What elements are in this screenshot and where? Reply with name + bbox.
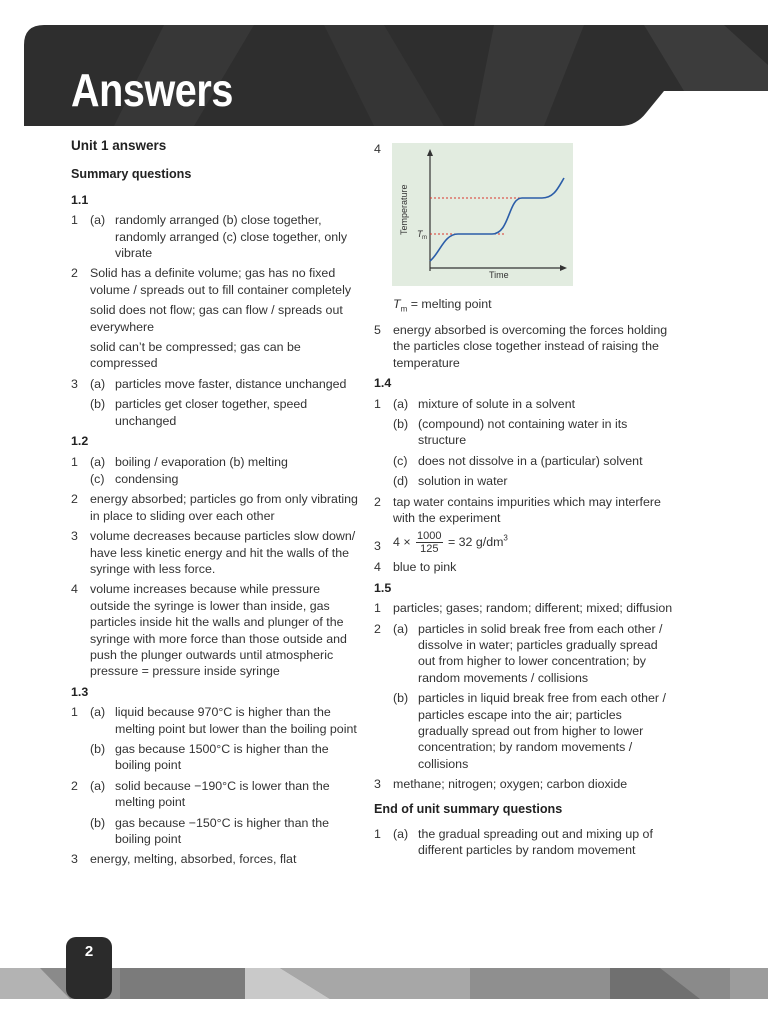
question-1-4-4 (374, 559, 674, 575)
section-heading-1-2: 1.2 (71, 434, 89, 449)
page-number-badge (66, 937, 112, 999)
answer-text: does not dissolve in a (particular) solvent (418, 453, 643, 468)
question-number: 1 (374, 827, 381, 842)
sub-answer (393, 473, 674, 489)
answer-text: energy absorbed is overcoming the forces holding the particles close together instead of raising the temperature (393, 322, 668, 370)
question-1-3-2 (71, 778, 361, 848)
question-number: 3 (71, 529, 78, 544)
answer-text: particles get closer together, speed unchanged (115, 397, 308, 428)
sub-answer (90, 471, 361, 487)
sub-answer (90, 212, 361, 261)
footer-band (0, 968, 768, 999)
sub-answer (90, 704, 361, 737)
sub-answer (393, 690, 674, 772)
sub-label: (b) (90, 397, 106, 412)
question-number: 2 (374, 621, 381, 636)
answer-text: particles in liquid break free from each other / particles escape into the air; particles gradually spread out from higher to lower concentration; by random movements / collisions (418, 691, 666, 771)
question-number: 4 (374, 560, 381, 575)
x-axis-label: Time (489, 270, 509, 280)
question-number: 3 (71, 376, 78, 391)
sub-answer (393, 396, 674, 412)
fraction (416, 530, 442, 555)
answer-text: randomly arranged (b) close together, randomly arranged (c) close together, only vibrate (115, 213, 348, 261)
question-1-2-2 (71, 491, 361, 524)
tm-caption-symbol: T (393, 297, 401, 311)
sub-answer (90, 778, 361, 811)
answer-text: energy absorbed; particles go from only vibrating in place to sliding over each other (90, 492, 358, 523)
question-1-3-5 (374, 322, 674, 371)
question-number: 1 (71, 454, 78, 469)
question-1-3-3 (71, 851, 361, 867)
sub-label: (a) (393, 621, 409, 636)
sub-label: (b) (90, 815, 106, 830)
sub-label: (b) (393, 691, 409, 706)
answer-text: solid because −190°C is lower than the melting point (115, 778, 330, 810)
question-number: 4 (71, 582, 78, 597)
question-1-1-2 (71, 265, 361, 371)
sub-label: (a) (90, 213, 106, 228)
question-1-1-1 (71, 212, 361, 261)
fraction-denominator: 125 (420, 543, 439, 556)
end-of-unit-heading: End of unit summary questions (374, 801, 563, 816)
tm-caption-text: = melting point (407, 297, 492, 311)
answer-text: particles in solid break free from each other / dissolve in water; particles gradually spread out from higher to lower concentration; by random movements / collisions (418, 621, 663, 685)
answer-text: (compound) not containing water in its structure (418, 416, 628, 448)
sub-label: (a) (90, 705, 106, 720)
sub-label: (b) (90, 742, 106, 756)
answer-text: gas because −150°C is higher than the boiling point (115, 815, 330, 847)
section-heading-1-3: 1.3 (71, 684, 89, 699)
question-number: 3 (374, 777, 381, 792)
tm-label: T (417, 229, 423, 239)
formula-prefix: 4 × (393, 535, 411, 550)
answer-text: energy, melting, absorbed, forces, flat (90, 852, 297, 867)
question-number: 2 (374, 494, 381, 509)
footer-background (0, 968, 768, 999)
sub-label: (a) (90, 454, 106, 469)
question-number: 2 (71, 492, 78, 507)
question-1-2-3 (71, 528, 361, 577)
question-number: 3 (374, 539, 381, 554)
answer-text: particles; gases; random; different; mixed; diffusion (393, 601, 673, 616)
tm-caption-subscript: m (400, 304, 408, 314)
summary-heading: Summary questions (71, 167, 192, 182)
page-title: Answers (71, 64, 233, 116)
sub-answer (90, 396, 361, 429)
tm-caption (374, 296, 674, 318)
y-axis-arrow (427, 149, 433, 156)
sub-label: (a) (393, 396, 409, 411)
answer-text: volume increases because while pressure outside the syringe is lower than inside, gas particles inside hit the walls and plunger of the syringe with more force than those outside and push the plunger outwards until atmospheric pressure = pressure inside syringe (90, 582, 347, 679)
question-number: 1 (71, 213, 78, 228)
heating-curve-graph (392, 143, 573, 286)
question-number: 2 (71, 778, 78, 793)
question-number: 5 (374, 322, 381, 337)
header-banner (24, 25, 768, 126)
x-axis-arrow (560, 265, 567, 271)
sub-answer (393, 453, 674, 469)
fraction-numerator: 1000 (417, 530, 442, 543)
answer-text: solid can’t be compressed; gas can be compressed (90, 340, 301, 371)
answer-text: solution in water (418, 474, 508, 489)
sub-label: (a) (90, 778, 106, 793)
question-1-5-1 (374, 600, 674, 616)
question-1-3-1 (71, 704, 361, 774)
right-column (374, 296, 674, 863)
question-number: 1 (374, 396, 381, 411)
section-heading-1-1: 1.1 (71, 192, 89, 207)
question-number: 3 (71, 852, 78, 867)
sub-answer (90, 376, 361, 392)
answer-text: gas because 1500°C is higher than the boiling point (115, 742, 329, 773)
sub-answer (90, 454, 361, 470)
question-number: 2 (71, 266, 78, 281)
page-number: 2 (84, 943, 94, 960)
y-axis-label: Temperature (399, 184, 409, 235)
answer-text: solid does not flow; gas can flow / spreads out everywhere (90, 303, 343, 334)
question-number: 1 (374, 601, 381, 616)
answer-text: blue to pink (393, 560, 457, 575)
question-1-4-3 (374, 530, 674, 555)
section-heading-1-4: 1.4 (374, 376, 392, 391)
graph-svg (392, 143, 573, 286)
answer-text: liquid because 970°C is higher than the melting point but lower than the boiling point (115, 705, 357, 736)
question-1-4-1 (374, 396, 674, 490)
formula-superscript: 3 (503, 534, 508, 543)
question-number: 1 (71, 705, 78, 720)
sub-answer (393, 416, 674, 449)
temperature-curve (430, 178, 564, 261)
question-1-2-1 (71, 454, 361, 488)
formula-result: = 32 g/dm (447, 535, 504, 550)
sub-label: (b) (393, 416, 409, 431)
question-1-5-2 (374, 621, 674, 773)
answer-text: particles move faster, distance unchanged (115, 376, 347, 391)
answer-text: boiling / evaporation (b) melting (115, 454, 288, 469)
sub-answer (90, 741, 361, 774)
answer-text: Solid has a definite volume; gas has no fixed volume / spreads out to fill container completely (90, 266, 352, 297)
answer-text: mixture of solute in a solvent (418, 396, 576, 411)
sub-answer (393, 621, 674, 687)
sub-answer (393, 826, 674, 859)
left-column (71, 138, 361, 872)
answer-text: tap water contains impurities which may interfere with the experiment (393, 494, 661, 525)
sub-answer (90, 815, 361, 848)
section-heading-1-5: 1.5 (374, 580, 392, 595)
answer-text: methane; nitrogen; oxygen; carbon dioxide (393, 777, 628, 792)
sub-label: (a) (90, 376, 106, 391)
answer-text: the gradual spreading out and mixing up of different particles by random movement (418, 827, 653, 858)
tm-label-subscript: m (422, 235, 427, 241)
question-1-4-2 (374, 494, 674, 527)
answer-text: condensing (115, 471, 179, 486)
sub-label: (c) (90, 471, 105, 486)
sub-label: (c) (393, 453, 408, 468)
end-question-1 (374, 826, 674, 859)
sub-label: (a) (393, 827, 409, 842)
sub-label: (d) (393, 474, 409, 489)
question-1-1-3 (71, 376, 361, 429)
unit-heading: Unit 1 answers (71, 138, 167, 153)
question-1-2-4 (71, 581, 361, 679)
question-number-4: 4 (374, 142, 381, 156)
question-1-5-3 (374, 776, 674, 792)
answer-text: volume decreases because particles slow down/ have less kinetic energy and hit the walls of the syringe with less force. (90, 529, 356, 576)
